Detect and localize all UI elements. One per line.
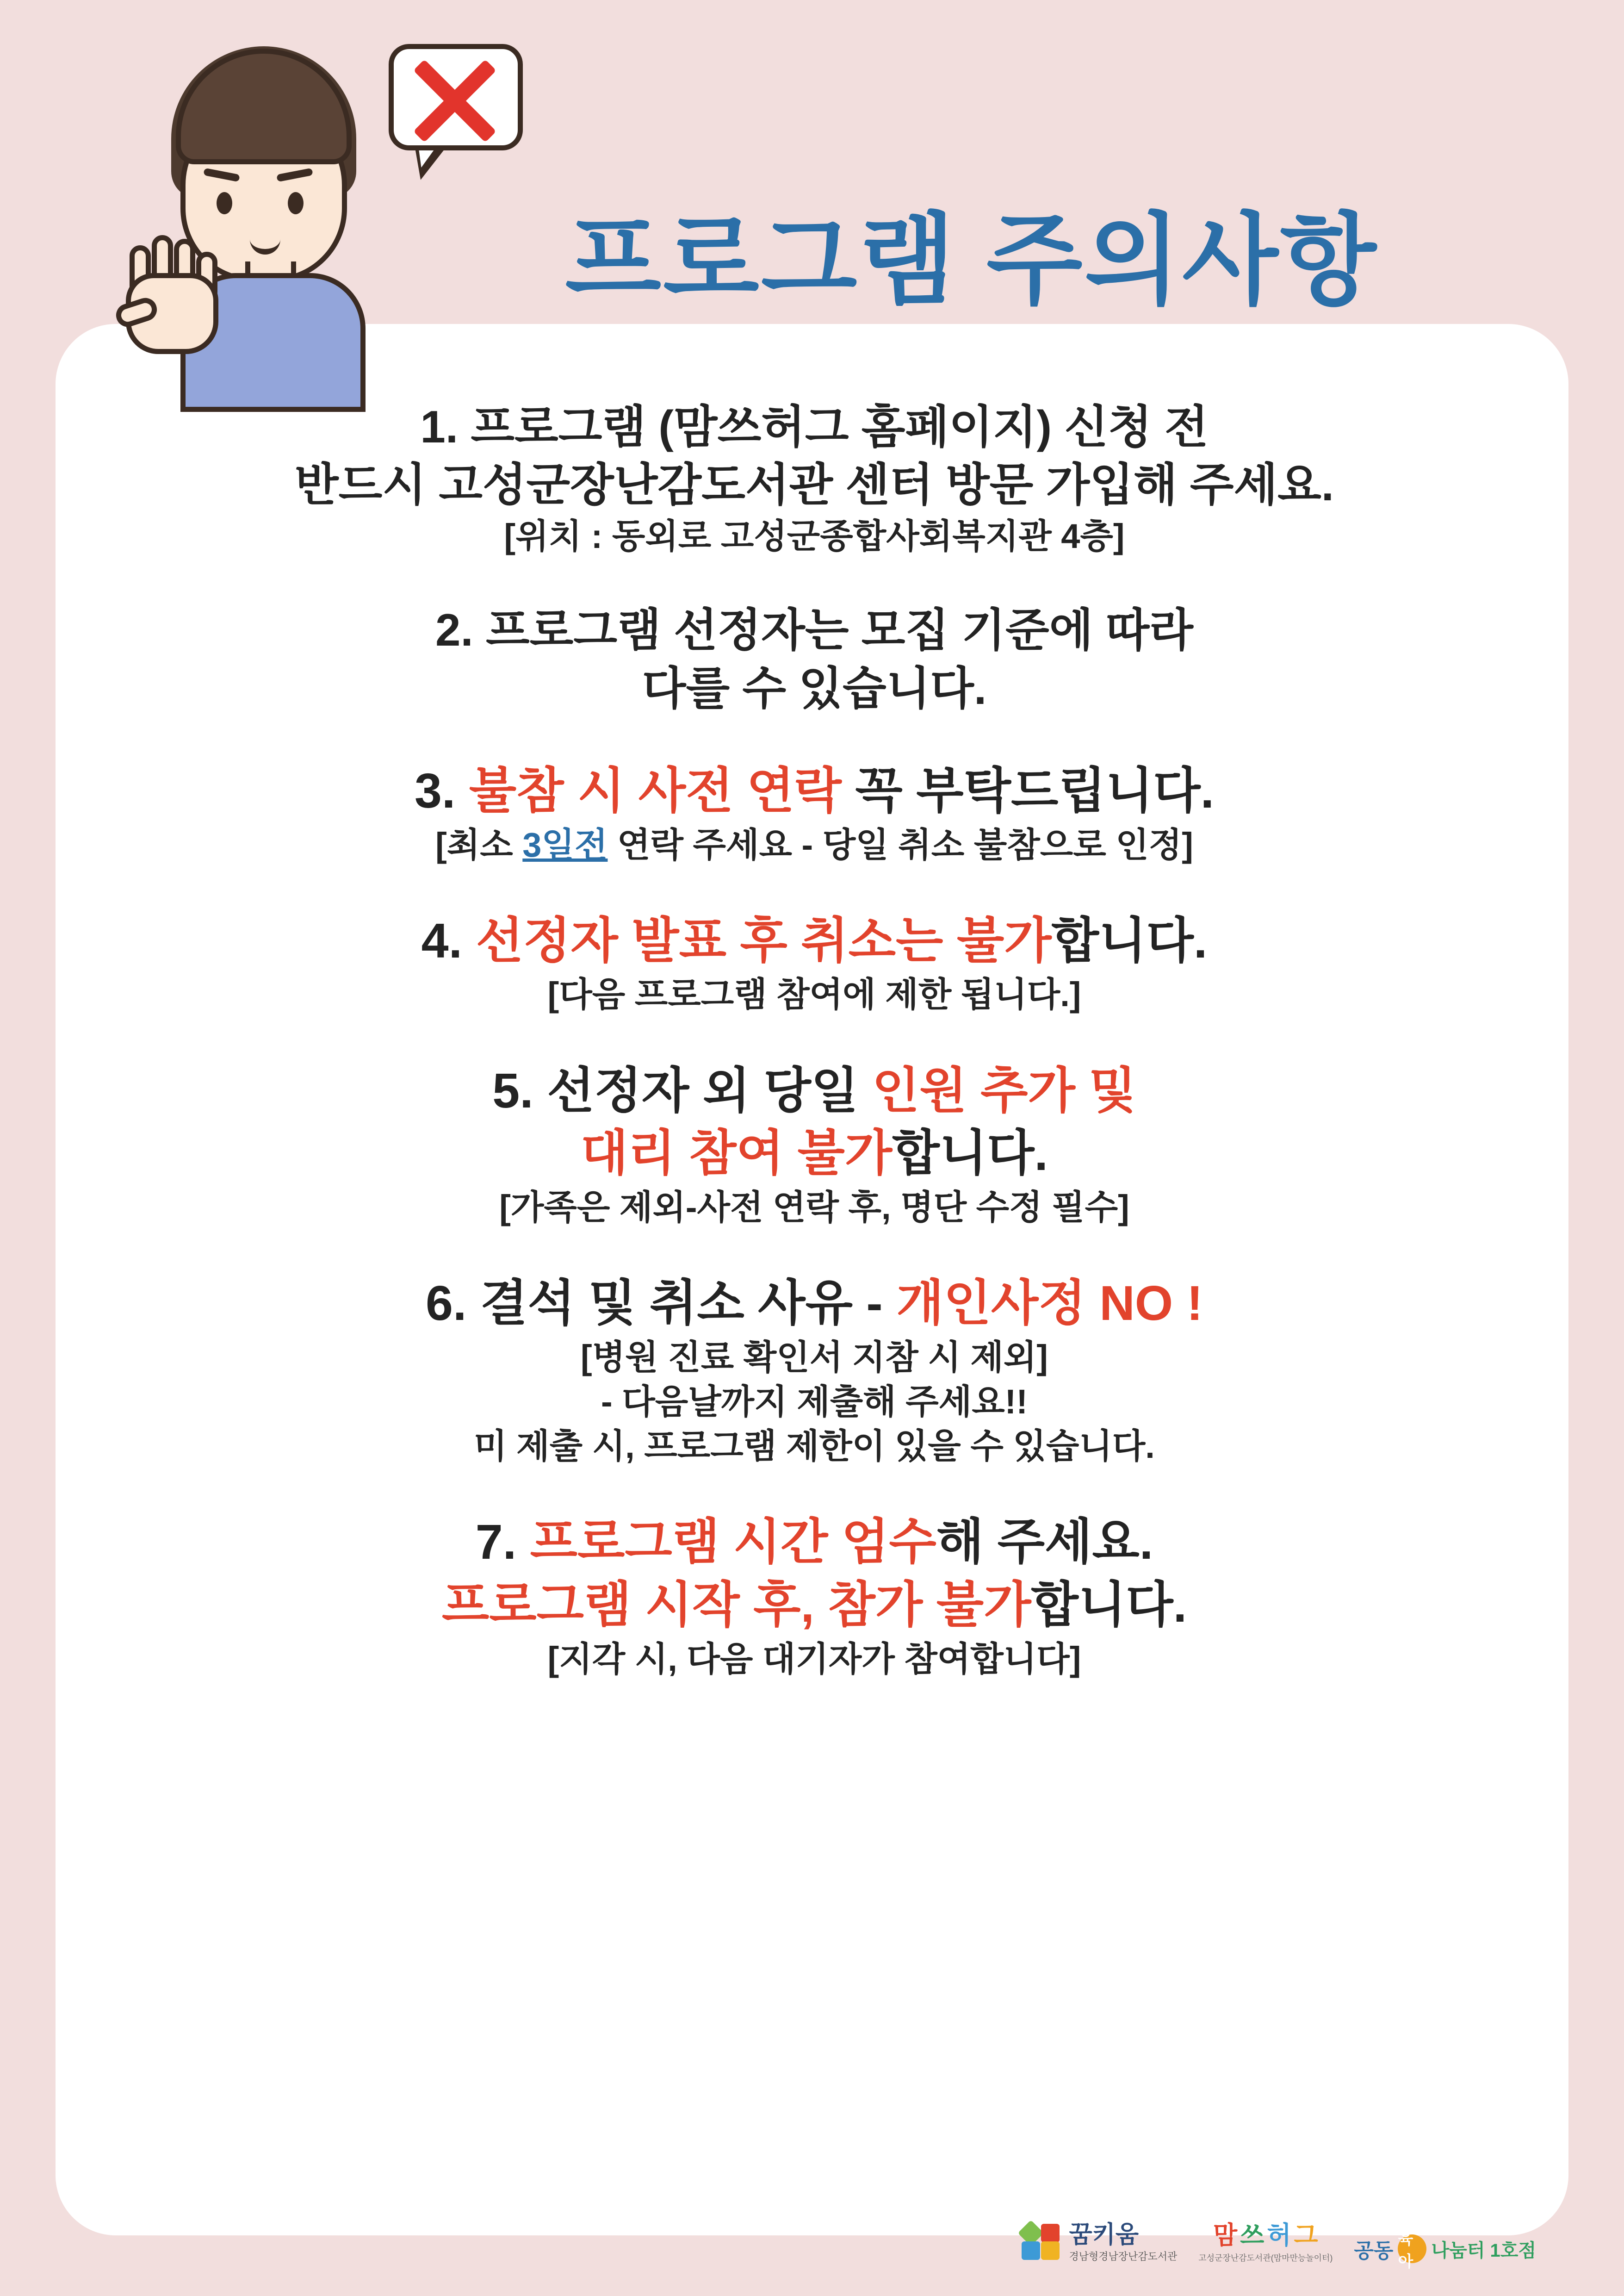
rule-5: [74, 1060, 1555, 1230]
rule-6-note-1: [병원 진료 확인서 지참 시 제외]: [581, 1338, 1048, 1376]
rule-7-line-1-seg-2: 프로그램 시간 엄수: [530, 1515, 936, 1570]
rule-4-line-1: [74, 910, 1555, 973]
rules-list: [74, 398, 1555, 1724]
rule-2-line-1: [74, 601, 1555, 659]
gongdong-left: 공동: [1354, 2240, 1394, 2262]
mamshug-char-2: 쓰: [1240, 2221, 1264, 2249]
gongdong-circle: 육아: [1398, 2234, 1426, 2263]
kkumkium-mark-icon: [1020, 2222, 1061, 2264]
mamshug-char-1: 맘: [1213, 2221, 1238, 2249]
rule-6-note-2: - 다음날까지 제출해 주세요!!: [601, 1382, 1028, 1421]
rule-7-line-1-seg-1: 7.: [475, 1515, 530, 1570]
rule-6: [74, 1272, 1555, 1468]
logo-mamshug: [1198, 2223, 1333, 2264]
square-blue: [1022, 2241, 1040, 2260]
kkumkium-sub: 경남형경남장난감도서관: [1069, 2250, 1178, 2262]
rule-5-line-2: [74, 1122, 1555, 1185]
rule-5-line-2-seg-2: 합니다.: [892, 1126, 1048, 1181]
rule-3-note: [74, 823, 1555, 867]
eye-left: [217, 192, 232, 214]
rule-7-line-2: [74, 1574, 1555, 1637]
rule-7: [74, 1511, 1555, 1681]
kkumkium-name: 꿈키움: [1069, 2221, 1139, 2248]
poster-footer: [0, 2180, 1624, 2271]
red-x-mark-icon: [394, 49, 518, 145]
rule-1-line-1-seg-1: 1. 프로그램 (맘쓰허그 홈페이지) 신청 전: [420, 401, 1209, 452]
mamshug-char-4: 그: [1294, 2221, 1318, 2249]
stop-hand-icon: [116, 231, 231, 356]
logo-kkumkium: [1020, 2222, 1177, 2264]
speech-bubble: [389, 44, 523, 150]
rule-7-note: [지각 시, 다음 대기자가 참여합니다]: [547, 1639, 1081, 1678]
rule-4-line-1-seg-3: 합니다.: [1051, 913, 1208, 968]
poster-header: [0, 0, 1624, 384]
rule-3-line-1-seg-1: 3.: [414, 763, 469, 818]
rule-5-note: [가족은 제외-사전 연락 후, 명단 수정 필수]: [499, 1188, 1129, 1226]
mamshug-sub: 고성군장난감도서관(맘마만능놀이터): [1198, 2253, 1333, 2263]
rule-4: [74, 910, 1555, 1017]
rule-6-line-1-seg-2: 개인사정 NO !: [896, 1276, 1203, 1331]
square-yellow: [1041, 2241, 1060, 2260]
rule-2-line-1-seg-1: 2. 프로그램 선정자는 모집 기준에 따라: [435, 604, 1193, 656]
mamshug-chars: [1213, 2223, 1318, 2248]
logo-gongdong: [1354, 2230, 1536, 2271]
rule-7-line-1-seg-3: 해 주세요.: [936, 1515, 1153, 1570]
rule-3-note-seg-2: 3일전: [522, 825, 608, 864]
rule-2: [74, 601, 1555, 717]
rule-3-note-seg-1: [최소: [435, 825, 523, 864]
rule-3-line-1-seg-3: 꼭 부탁드립니다.: [841, 763, 1215, 818]
rule-1-line-2-seg-1: 반드시 고성군장난감도서관 센터 방문 가입해 주세요.: [294, 459, 1334, 510]
rule-3-line-1: [74, 760, 1555, 823]
rule-2-line-2: [74, 660, 1555, 717]
mamshug-char-3: 허: [1267, 2221, 1291, 2249]
gongdong-right: 나눔터 1호점: [1431, 2240, 1536, 2261]
rule-4-note: [다음 프로그램 참여에 제한 됩니다.]: [547, 975, 1081, 1014]
rule-1: [74, 398, 1555, 559]
rule-3-note-seg-3: 연락 주세요 - 당일 취소 불참으로 인정]: [607, 825, 1193, 864]
rule-1-line-2: [74, 456, 1555, 514]
rule-5-line-1: [74, 1060, 1555, 1123]
rule-5-line-1-seg-2: 인원 추가 및: [872, 1063, 1136, 1118]
rule-4-line-1-seg-1: 4.: [421, 913, 476, 968]
rule-6-note-3: 미 제출 시, 프로그램 제한이 있을 수 있습니다.: [474, 1427, 1155, 1466]
rule-6-line-1-seg-1: 6. 결석 및 취소 사유 -: [426, 1276, 897, 1331]
page-title: 프로그램 주의사항: [565, 205, 1378, 316]
rule-6-line-1: [74, 1272, 1555, 1335]
rule-5-line-2-seg-1: 대리 참여 불가: [581, 1126, 893, 1181]
eye-right: [288, 192, 304, 214]
rule-1-note: [위치 : 동외로 고성군종합사회복지관 4층]: [504, 516, 1125, 555]
rule-7-line-2-seg-2: 합니다.: [1031, 1578, 1187, 1633]
logo-row: [1020, 2221, 1536, 2271]
hair-top-shape: [176, 49, 352, 164]
rule-3: [74, 760, 1555, 867]
rule-3-line-1-seg-2: 불참 시 사전 연락: [469, 763, 842, 818]
rule-5-line-1-seg-1: 5. 선정자 외 당일: [492, 1063, 872, 1118]
square-red: [1041, 2224, 1060, 2242]
rule-1-line-1: [74, 398, 1555, 456]
rule-7-line-1: [74, 1511, 1555, 1574]
rule-2-line-2-seg-1: 다를 수 있습니다.: [642, 662, 987, 714]
rule-4-line-1-seg-2: 선정자 발표 후 취소는 불가: [476, 913, 1052, 968]
rule-7-line-2-seg-1: 프로그램 시작 후, 참가 불가: [441, 1578, 1031, 1633]
